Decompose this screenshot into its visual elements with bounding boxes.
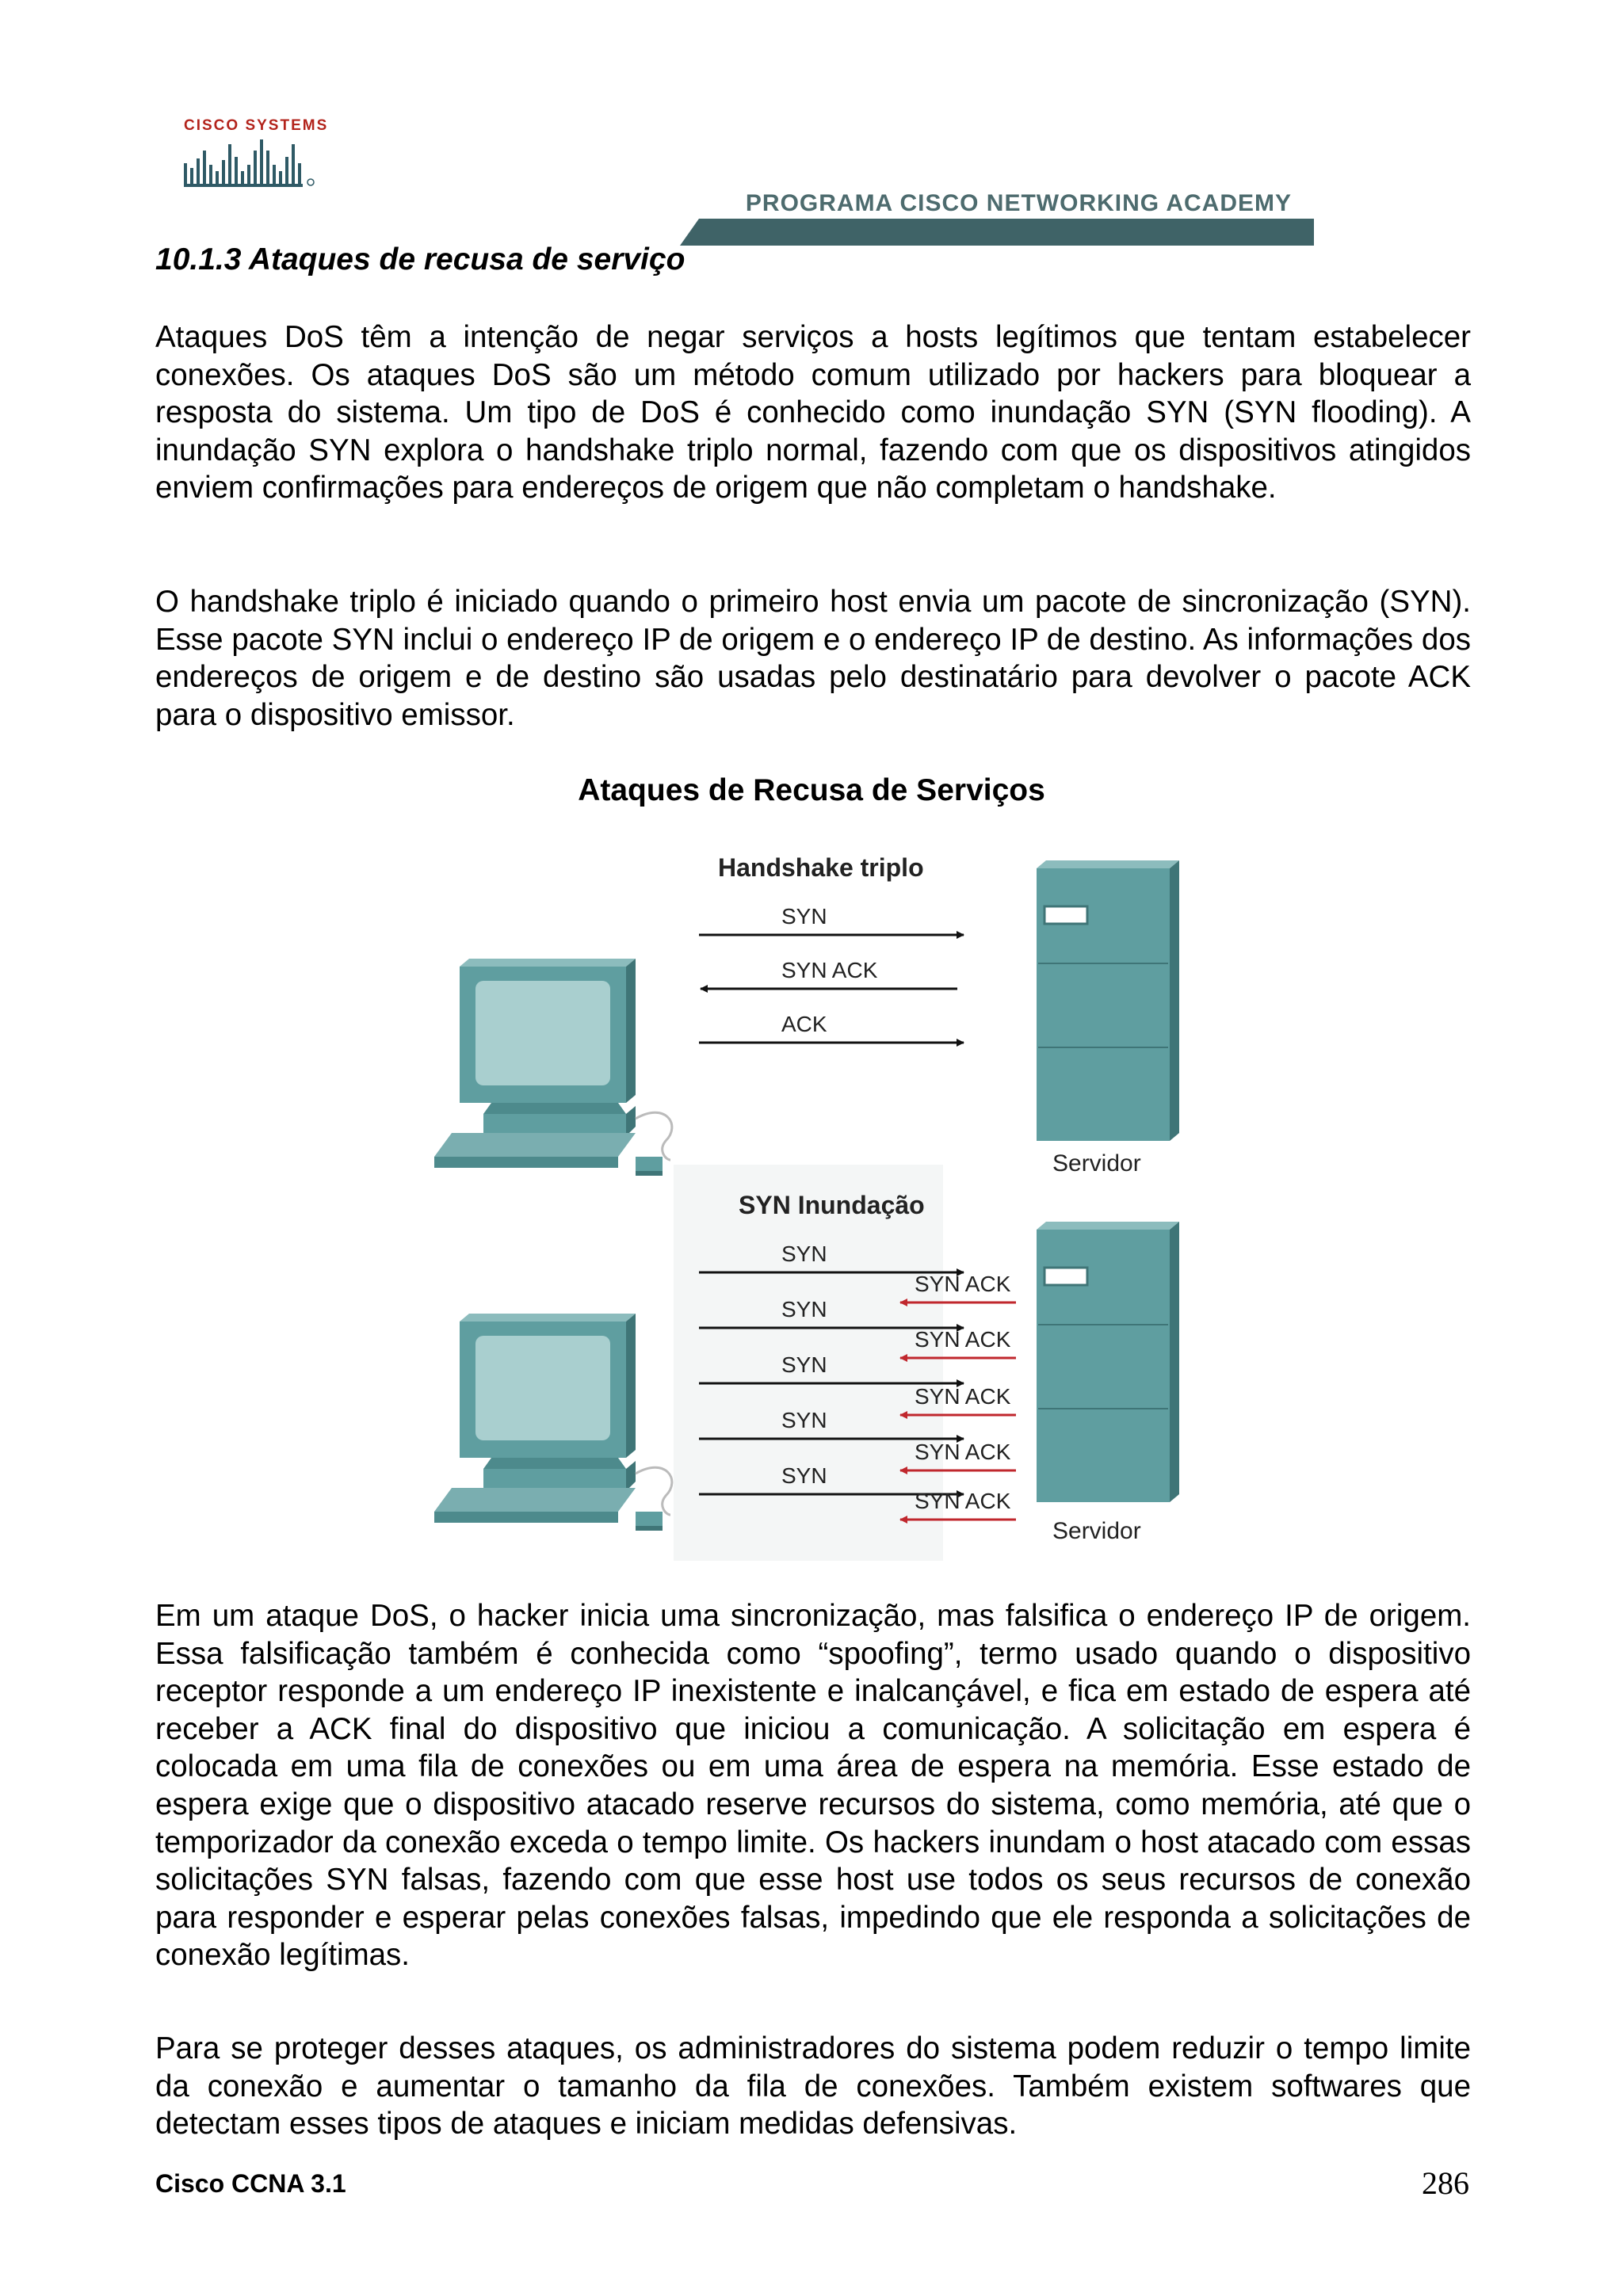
- arrow-label: SYN ACK: [915, 1440, 1011, 1464]
- paragraph-3: Em um ataque DoS, o hacker inicia uma sincronização, mas falsifica o endereço IP de origem. Essa falsificação também é conhecida como “spoofing”, termo usado quando o dispositivo receptor responde a um endereço IP inexistente e inalcançável, e fica em estado de espera até receber a ACK final do dispositivo que iniciou a comunicação. A solicitação em espera é colocada em uma fila de conexões ou em uma área de espera na memória. Esse estado de espera exige que o dispositivo atacado reserve recursos do sistema, como memória, até que o temporizador da conexão exceda o tempo limite. Os hackers inundam o host atacado com essas solicitações SYN falsas, fazendo com que esse host use todos os seus recursos de conexão para responder e esperar pelas conexões falsas, impedindo que ele responda a solicitações de conexão legítimas.: [155, 1599, 1471, 1973]
- cisco-bridge-icon: [184, 139, 319, 187]
- arrow-label: SYN ACK: [781, 958, 878, 982]
- banner-bar: [680, 219, 1314, 246]
- cisco-logo: [184, 117, 327, 193]
- arrow-label: SYN: [781, 904, 827, 929]
- arrow-label: SYN: [781, 1408, 827, 1432]
- paragraph-2: O handshake triplo é iniciado quando o primeiro host envia um pacote de sincronização (SYN). Esse pacote SYN inclui o endereço IP de origem e o endereço IP de destino. As informações dos endereços de origem e de destino são usadas pelo destinatário para devolver o pacote ACK para o dispositivo emissor.: [155, 585, 1471, 732]
- server-label: Servidor: [1052, 1518, 1141, 1544]
- computer-icon: [434, 959, 672, 1176]
- arrow-label: ACK: [781, 1012, 827, 1036]
- computer-icon: [434, 1314, 672, 1531]
- arrow-label: SYN: [781, 1241, 827, 1266]
- banner-text: PROGRAMA CISCO NETWORKING ACADEMY: [745, 190, 1292, 216]
- figure-title: Ataques de Recusa de Serviços: [578, 773, 1045, 807]
- server-label: Servidor: [1052, 1150, 1141, 1177]
- logo-text: CISCO SYSTEMS: [184, 117, 329, 134]
- footer-course: Cisco CCNA 3.1: [155, 2169, 346, 2198]
- arrow-label: SYN: [781, 1352, 827, 1377]
- arrow-label: SYN: [781, 1463, 827, 1488]
- academy-banner: [680, 190, 1314, 246]
- arrow-label: SYN: [781, 1297, 827, 1322]
- section-title: 10.1.3 Ataques de recusa de serviço: [155, 242, 685, 277]
- server-icon: [1037, 1222, 1179, 1502]
- arrow-label: SYN ACK: [915, 1384, 1011, 1409]
- dos-diagram: [428, 840, 1189, 1569]
- paragraph-1: Ataques DoS têm a intenção de negar serviços a hosts legítimos que tentam estabelecer conexões. Os ataques DoS são um método comum utilizado por hackers para bloquear a resposta do sistema. Um tipo de DoS é conhecido como inundação SYN (SYN flooding). A inundação SYN explora o handshake triplo normal, fazendo com que os dispositivos atingidos enviem confirmações para endereços de origem que não completam o handshake.: [155, 320, 1471, 505]
- arrow-label: SYN ACK: [915, 1489, 1011, 1513]
- handshake-heading: Handshake triplo: [718, 853, 924, 882]
- page-number: 286: [1422, 2165, 1469, 2201]
- flood-heading: SYN Inundação: [739, 1191, 925, 1219]
- server-icon: [1037, 860, 1179, 1141]
- arrow-label: SYN ACK: [915, 1327, 1011, 1352]
- arrow-label: SYN ACK: [915, 1272, 1011, 1296]
- paragraph-4: Para se proteger desses ataques, os administradores do sistema podem reduzir o tempo limite da conexão e aumentar o tamanho da fila de conexões. Também existem softwares que detectam esses tipos de ataques e iniciam medidas defensivas.: [155, 2031, 1471, 2141]
